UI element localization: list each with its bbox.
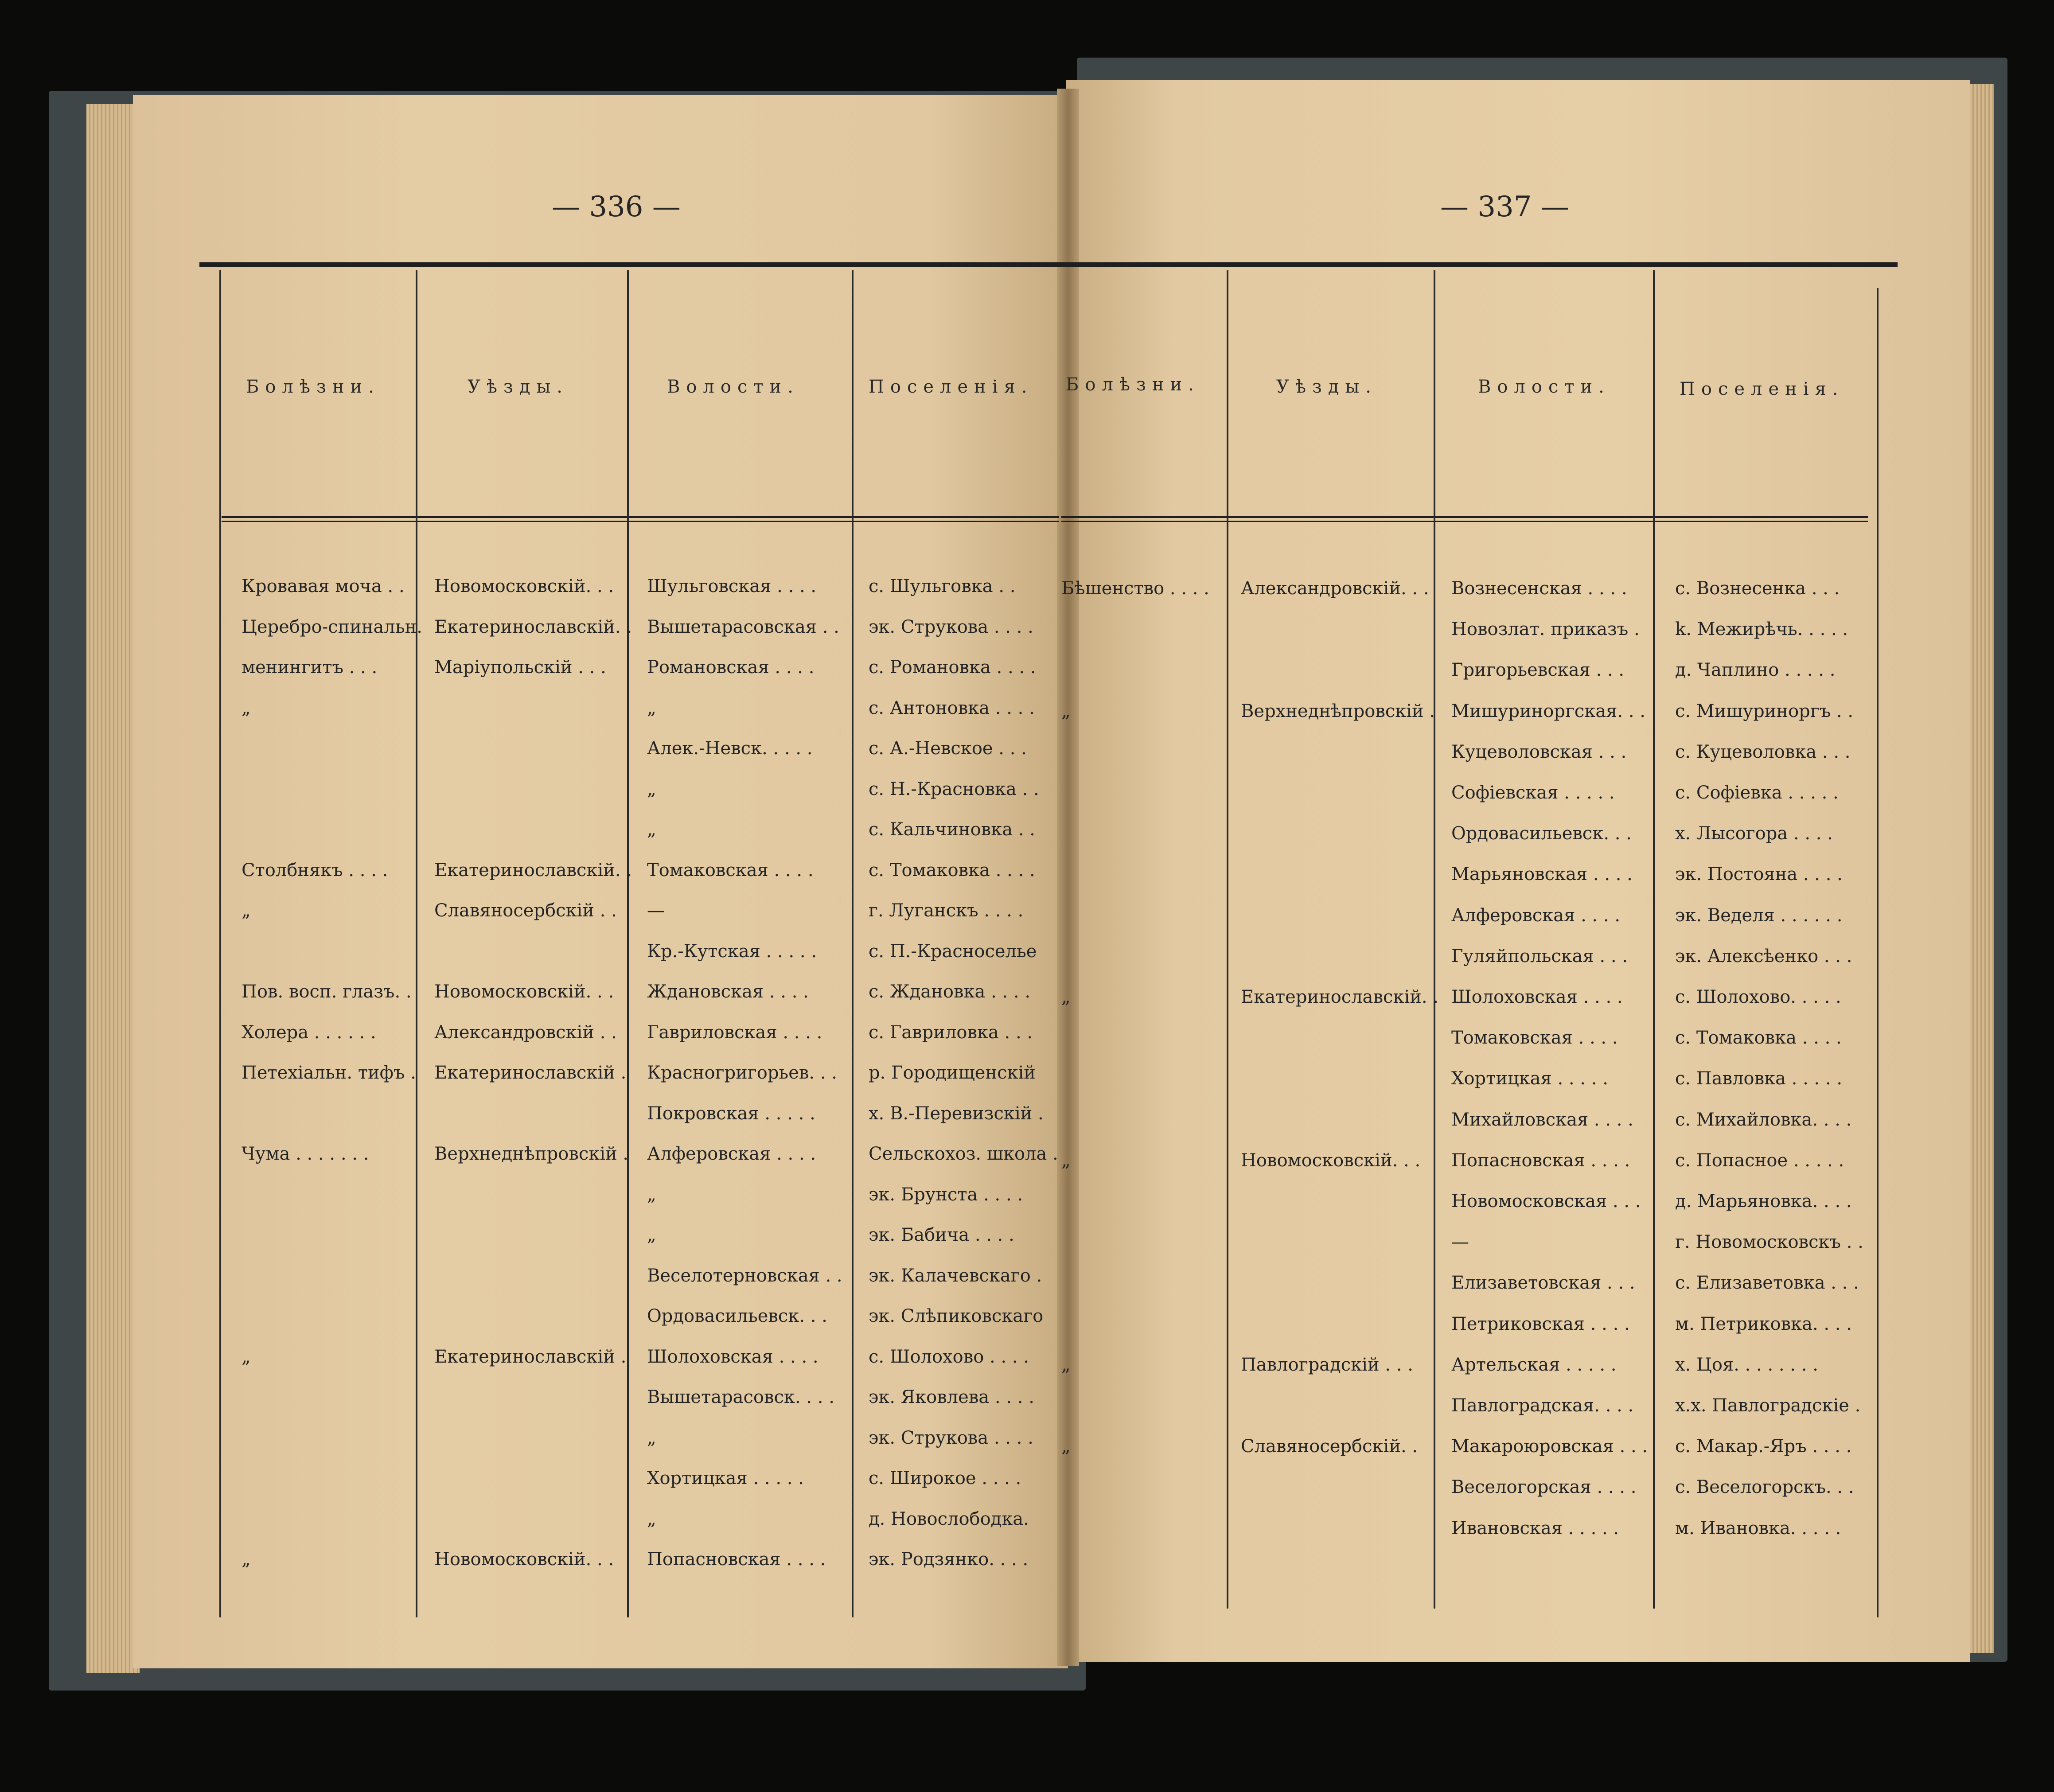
right-cell-uezd: Верхнеднѣпровскій . <box>1241 701 1435 721</box>
right-cell-settlement: с. Мишуриноргъ . . <box>1675 701 1854 721</box>
left-cell-disease: менингитъ . . . <box>242 657 378 678</box>
left-cell-settlement: г. Луганскъ . . . . <box>869 900 1024 921</box>
left-cell-volost: Шульговская . . . . <box>647 576 817 596</box>
left-cell-volost: Алферовская . . . . <box>647 1144 816 1164</box>
right-header-rule-2 <box>1061 521 1868 522</box>
right-cell-volost: Павлоградская. . . . <box>1451 1395 1634 1416</box>
right-header-disease: Болѣзни. <box>1066 374 1200 395</box>
left-cell-disease: „ <box>242 1549 251 1570</box>
right-cell-volost: Гуляйпольская . . . <box>1451 946 1628 966</box>
page-edges-left <box>86 104 140 1673</box>
right-cell-settlement: с. Вознесенка . . . <box>1675 578 1840 599</box>
left-cell-settlement: с. Томаковка . . . . <box>869 860 1035 880</box>
left-cell-uezd: Екатеринославскій . <box>434 1346 627 1367</box>
left-cell-disease: Холера . . . . . . <box>242 1022 376 1043</box>
right-cell-settlement: с. Куцеволовка . . . <box>1675 741 1851 762</box>
left-cell-settlement: с. Кальчиновка . . <box>869 819 1035 840</box>
left-cell-volost: „ <box>647 1184 656 1205</box>
left-cell-settlement: эк. Брунста . . . . <box>869 1184 1023 1205</box>
left-cell-settlement: с. Романовка . . . . <box>869 657 1036 678</box>
right-cell-volost: Артельская . . . . . <box>1451 1354 1617 1375</box>
left-cell-volost: „ <box>647 1508 656 1529</box>
left-cell-uezd: Екатеринославскій. . <box>434 616 632 637</box>
left-cell-settlement: эк. Яковлева . . . . <box>869 1387 1034 1407</box>
book-spine <box>1057 89 1079 1666</box>
right-header-settlement: Поселенія. <box>1680 379 1844 399</box>
left-cell-volost: „ <box>647 779 656 799</box>
right-cell-settlement: k. Межирѣчь. . . . . <box>1675 619 1848 640</box>
left-cell-disease: „ <box>242 697 251 718</box>
right-cell-volost: — <box>1451 1232 1469 1253</box>
right-cell-volost: Петриковская . . . . <box>1451 1313 1630 1334</box>
page-number-left: — 336 — <box>552 191 681 223</box>
left-cell-settlement: Сельскохоз. школа . <box>869 1144 1058 1164</box>
left-cell-settlement: с. Гавриловка . . . <box>869 1022 1033 1043</box>
left-cell-uezd: Новомосковскій. . . <box>434 1549 614 1570</box>
right-cell-volost: Марьяновская . . . . <box>1451 864 1633 885</box>
left-cell-volost: Покровская . . . . . <box>647 1103 815 1124</box>
right-cell-volost: Новозлат. приказъ . <box>1451 619 1640 640</box>
page-number-right: — 337 — <box>1440 191 1569 223</box>
left-cell-volost: Попасновская . . . . <box>647 1549 826 1570</box>
left-cell-settlement: с. Шульговка . . <box>869 576 1016 596</box>
right-col-border-2 <box>1434 270 1435 1609</box>
right-cell-volost: Хортицкая . . . . . <box>1451 1068 1608 1089</box>
right-cell-volost: Попасновская . . . . <box>1451 1150 1630 1171</box>
left-cell-settlement: эк. Слѣпиковскаго <box>869 1306 1044 1326</box>
right-top-rule <box>1060 262 1898 267</box>
left-cell-volost: Ордовасильевск. . . <box>647 1306 827 1326</box>
left-col-border-0 <box>219 270 221 1617</box>
left-header-disease: Болѣзни. <box>246 377 380 397</box>
right-cell-uezd: Славяносербскій. . <box>1241 1436 1418 1457</box>
left-col-border-1 <box>416 270 417 1617</box>
right-cell-volost: Михайловская . . . . <box>1451 1109 1633 1130</box>
left-header-uezd: Уѣзды. <box>468 377 569 397</box>
left-cell-uezd: Екатеринославскій. . <box>434 860 632 880</box>
left-cell-disease: Чума . . . . . . . <box>242 1144 369 1164</box>
left-cell-settlement: с. Ждановка . . . . <box>869 982 1031 1002</box>
right-cell-settlement: м. Петриковка. . . . <box>1675 1313 1852 1334</box>
right-header-uezd: Уѣзды. <box>1276 377 1378 397</box>
left-cell-volost: „ <box>647 1225 656 1245</box>
right-cell-volost: Вознесенская . . . . <box>1451 578 1627 599</box>
left-cell-disease: Столбнякъ . . . . <box>242 860 388 880</box>
right-cell-disease: „ <box>1061 1150 1071 1171</box>
left-cell-uezd: Новомосковскій. . . <box>434 576 614 596</box>
left-cell-uezd: Александровскій . . <box>434 1022 617 1043</box>
left-top-rule <box>199 262 1061 267</box>
left-cell-volost: Томаковская . . . . <box>647 860 814 880</box>
left-cell-volost: Шолоховская . . . . <box>647 1346 818 1367</box>
left-col-border-3 <box>852 270 854 1617</box>
right-cell-settlement: х.х. Павлоградскіе . <box>1675 1395 1861 1416</box>
right-cell-settlement: с. Шолохово. . . . . <box>1675 987 1841 1007</box>
left-cell-settlement: д. Новослободка. <box>869 1508 1029 1529</box>
right-cell-settlement: с. Томаковка . . . . <box>1675 1028 1842 1048</box>
left-cell-volost: Вышетарасовск. . . . <box>647 1387 834 1407</box>
right-cell-uezd: Новомосковскій. . . <box>1241 1150 1421 1171</box>
left-cell-disease: Кровавая моча . . <box>242 576 405 596</box>
left-cell-settlement: х. В.-Перевизскій . <box>869 1103 1044 1124</box>
left-cell-disease: „ <box>242 900 251 921</box>
right-cell-settlement: с. Елизаветовка . . . <box>1675 1273 1859 1293</box>
left-cell-settlement: эк. Родзянко. . . . <box>869 1549 1029 1570</box>
left-header-rule-2 <box>222 521 1059 522</box>
left-cell-volost: Красногригорьев. . . <box>647 1063 837 1083</box>
left-cell-volost: Вышетарасовская . . <box>647 616 839 637</box>
right-cell-settlement: г. Новомосковскъ . . <box>1675 1232 1863 1253</box>
right-cell-volost: Елизаветовская . . . <box>1451 1273 1635 1293</box>
right-cell-uezd: Александровскій. . . <box>1241 578 1429 599</box>
left-cell-volost: Алек.-Невск. . . . . <box>647 738 813 759</box>
right-cell-volost: Томаковская . . . . <box>1451 1028 1618 1048</box>
left-cell-settlement: с. А.-Невское . . . <box>869 738 1027 759</box>
right-cell-settlement: с. Попасное . . . . . <box>1675 1150 1844 1171</box>
right-col-border-4 <box>1877 288 1879 1617</box>
left-cell-disease: Пов. восп. глазъ. . <box>242 982 412 1002</box>
right-cell-volost: Алферовская . . . . <box>1451 905 1621 926</box>
left-cell-volost: „ <box>647 1427 656 1448</box>
right-cell-settlement: эк. Веделя . . . . . . <box>1675 905 1843 926</box>
left-cell-volost: — <box>647 900 665 921</box>
right-cell-volost: Макароюровская . . . <box>1451 1436 1648 1457</box>
right-cell-settlement: эк. Алексѣенко . . . <box>1675 946 1852 966</box>
right-col-border-3 <box>1653 270 1655 1609</box>
right-cell-disease: „ <box>1061 1436 1071 1457</box>
left-header-volost: Волости. <box>667 377 799 397</box>
right-header-rule <box>1061 516 1868 518</box>
left-header-settlement: Поселенія. <box>869 377 1033 397</box>
right-cell-settlement: д. Чаплино . . . . . <box>1675 660 1836 681</box>
left-cell-volost: Гавриловская . . . . <box>647 1022 822 1043</box>
left-cell-volost: Кр.-Кутская . . . . . <box>647 941 817 962</box>
right-cell-volost: Новомосковская . . . <box>1451 1191 1641 1212</box>
left-cell-settlement: эк. Струкова . . . . <box>869 1427 1033 1448</box>
right-cell-uezd: Екатеринославскій. . <box>1241 987 1439 1007</box>
right-cell-volost: Мишуриноргская. . . <box>1451 701 1645 721</box>
right-cell-settlement: с. Павловка . . . . . <box>1675 1068 1843 1089</box>
right-cell-settlement: д. Марьяновка. . . . <box>1675 1191 1852 1212</box>
right-cell-settlement: с. Макар.-Яръ . . . . <box>1675 1436 1852 1457</box>
right-cell-volost: Веселогорская . . . . <box>1451 1477 1637 1498</box>
right-cell-disease: „ <box>1061 987 1071 1007</box>
left-cell-disease: Церебро-спинальн. <box>242 616 422 637</box>
right-cell-disease: Бѣшенство . . . . <box>1061 578 1209 599</box>
left-cell-settlement: с. Н.-Красновка . . <box>869 779 1039 799</box>
right-header-volost: Волости. <box>1478 377 1610 397</box>
right-cell-settlement: х. Лысогора . . . . <box>1675 823 1833 844</box>
left-cell-volost: Ждановская . . . . <box>647 982 809 1002</box>
right-cell-settlement: эк. Постояна . . . . <box>1675 864 1843 885</box>
left-cell-disease: Петехіальн. тифъ . <box>242 1063 416 1083</box>
left-cell-settlement: с. Широкое . . . . <box>869 1468 1021 1488</box>
left-cell-settlement: эк. Калачевскаго . <box>869 1265 1042 1286</box>
left-cell-disease: „ <box>242 1346 251 1367</box>
left-cell-settlement: эк. Струкова . . . . <box>869 616 1033 637</box>
left-cell-volost: „ <box>647 819 656 840</box>
right-cell-volost: Софіевская . . . . . <box>1451 783 1615 803</box>
right-cell-uezd: Павлоградскій . . . <box>1241 1354 1413 1375</box>
right-cell-settlement: х. Цоя. . . . . . . . <box>1675 1354 1818 1375</box>
right-cell-volost: Григорьевская . . . <box>1451 660 1625 681</box>
left-cell-uezd: Маріупольскій . . . <box>434 657 606 678</box>
right-cell-settlement: с. Михайловка. . . . <box>1675 1109 1852 1130</box>
right-cell-settlement: с. Софіевка . . . . . <box>1675 783 1839 803</box>
left-cell-volost: Романовская . . . . <box>647 657 815 678</box>
left-col-border-2 <box>627 270 629 1617</box>
left-cell-settlement: с. П.-Красноселье <box>869 941 1037 962</box>
left-cell-volost: „ <box>647 697 656 718</box>
left-cell-settlement: эк. Бабича . . . . <box>869 1225 1014 1245</box>
left-cell-uezd: Екатеринославскій . <box>434 1063 627 1083</box>
left-cell-uezd: Новомосковскій. . . <box>434 982 614 1002</box>
left-cell-settlement: с. Антоновка . . . . <box>869 697 1035 718</box>
right-cell-settlement: с. Веселогорскъ. . . <box>1675 1477 1854 1498</box>
left-cell-volost: Веселотерновская . . <box>647 1265 842 1286</box>
left-cell-uezd: Верхнеднѣпровскій . <box>434 1144 629 1164</box>
right-cell-disease: „ <box>1061 701 1071 721</box>
left-cell-uezd: Славяносербскій . . <box>434 900 617 921</box>
right-col-border-1 <box>1227 270 1228 1609</box>
left-header-rule <box>222 516 1059 518</box>
right-cell-volost: Шолоховская . . . . <box>1451 987 1623 1007</box>
right-cell-volost: Ордовасильевск. . . <box>1451 823 1632 844</box>
right-cell-volost: Ивановская . . . . . <box>1451 1518 1619 1539</box>
left-cell-volost: Хортицкая . . . . . <box>647 1468 804 1488</box>
left-cell-settlement: с. Шолохово . . . . <box>869 1346 1029 1367</box>
right-cell-settlement: м. Ивановка. . . . . <box>1675 1518 1841 1539</box>
left-cell-settlement: р. Городищенскій <box>869 1063 1036 1083</box>
right-cell-disease: „ <box>1061 1354 1071 1375</box>
right-cell-volost: Куцеволовская . . . <box>1451 741 1627 762</box>
